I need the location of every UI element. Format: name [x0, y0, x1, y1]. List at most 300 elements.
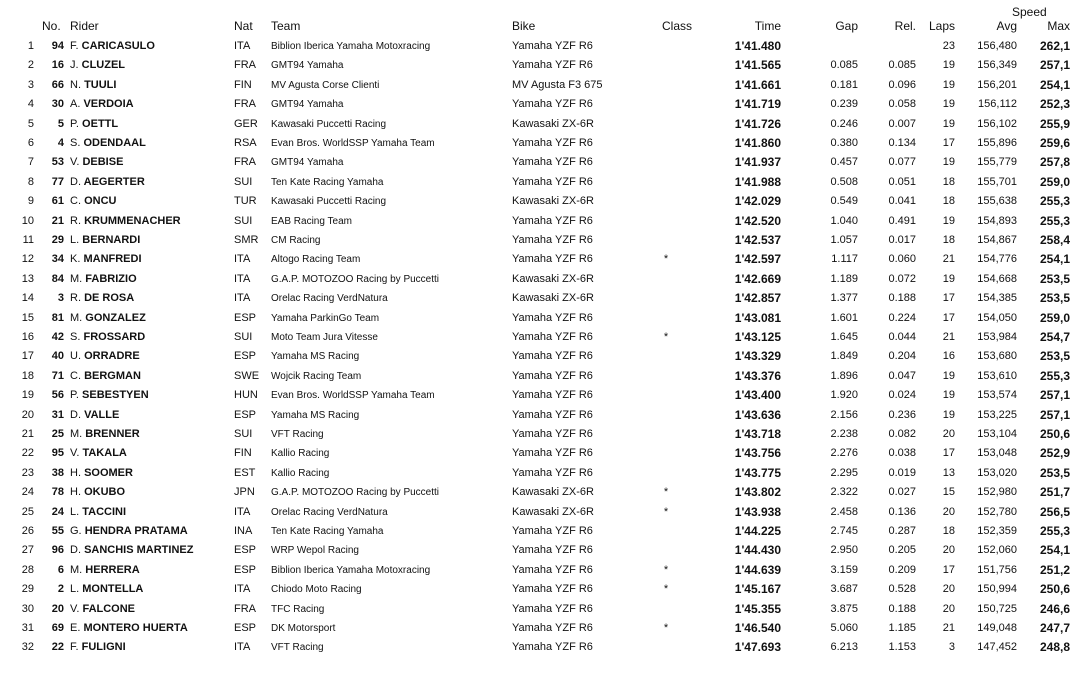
class-marker — [662, 347, 670, 366]
rider-name — [70, 522, 188, 541]
lap-count: 20 — [942, 602, 955, 615]
team-name: G.A.P. MOTOZOO Racing by Puccetti — [271, 273, 440, 285]
row-position: 19 — [21, 389, 34, 402]
rider-name — [70, 425, 140, 444]
avg-speed: 154,893 — [977, 214, 1017, 227]
lap-time: 1'44.639 — [734, 562, 781, 577]
table-row — [0, 522, 1080, 541]
team-name: MV Agusta Corse Clienti — [271, 79, 380, 91]
gap-to-previous: 0.188 — [888, 602, 916, 615]
rider-name — [70, 619, 188, 638]
class-marker — [662, 173, 670, 192]
max-speed: 262,1 — [1039, 39, 1070, 53]
bike-model: Yamaha YZF R6 — [512, 175, 593, 188]
nationality: SUI — [234, 175, 253, 188]
lap-time: 1'43.400 — [734, 388, 781, 403]
lap-time: 1'46.540 — [734, 621, 781, 635]
rider-surname: MONTERO HUERTA — [83, 622, 188, 634]
row-position: 1 — [27, 40, 34, 52]
lap-time: 1'47.693 — [734, 640, 781, 655]
team-name: Orelac Racing VerdNatura — [271, 506, 388, 518]
gap-to-previous: 0.027 — [888, 486, 916, 499]
rider-initial: S. — [70, 331, 81, 343]
rider-surname: FROSSARD — [83, 331, 146, 343]
avg-speed: 153,574 — [977, 389, 1017, 402]
header-no: No. — [42, 19, 61, 33]
rider-number: 42 — [51, 331, 64, 343]
rider-number: 81 — [51, 311, 64, 324]
gap-to-leader: 1.189 — [830, 272, 858, 285]
team-name: Kallio Racing — [271, 467, 330, 479]
avg-speed: 155,779 — [977, 156, 1017, 169]
max-speed: 258,4 — [1039, 233, 1070, 247]
gap-to-leader: 1.849 — [830, 350, 858, 363]
row-position: 9 — [27, 195, 34, 208]
nationality: SWE — [234, 369, 260, 382]
rider-initial: H. — [70, 486, 81, 499]
nationality: ITA — [234, 40, 251, 52]
bike-model: Yamaha YZF R6 — [512, 253, 593, 266]
table-row — [0, 503, 1080, 522]
rider-initial: F. — [70, 641, 79, 654]
rider-number: 25 — [51, 428, 64, 440]
max-speed: 255,3 — [1039, 524, 1070, 538]
rider-number: 22 — [51, 641, 64, 654]
table-row — [0, 406, 1080, 425]
lap-time: 1'42.537 — [734, 233, 781, 247]
team-name: GMT94 Yamaha — [271, 157, 344, 169]
rider-number: 6 — [57, 563, 64, 576]
nationality: ESP — [234, 544, 257, 557]
lap-time: 1'42.597 — [734, 252, 781, 267]
max-speed: 257,1 — [1039, 388, 1070, 403]
lap-count: 19 — [942, 59, 955, 72]
rider-surname: ONCU — [84, 195, 117, 208]
gap-to-leader: 0.508 — [830, 175, 858, 188]
bike-model: Yamaha YZF R6 — [512, 331, 593, 343]
class-marker — [662, 367, 670, 386]
lap-time: 1'45.167 — [734, 582, 781, 597]
table-row — [0, 289, 1080, 308]
nationality: ITA — [234, 641, 251, 654]
rider-surname: FULIGNI — [81, 641, 126, 654]
rider-name — [70, 173, 145, 192]
max-speed: 251,7 — [1039, 485, 1070, 500]
team-name: Ten Kate Racing Yamaha — [271, 526, 384, 537]
nationality: ITA — [234, 292, 251, 305]
gap-to-previous: 1.153 — [888, 641, 916, 654]
avg-speed: 156,349 — [977, 59, 1017, 72]
rider-initial: M. — [70, 311, 83, 324]
class-marker — [662, 600, 670, 619]
avg-speed: 154,867 — [977, 234, 1017, 246]
nationality: FRA — [234, 98, 256, 111]
rider-initial: R. — [70, 292, 81, 305]
rider-name — [70, 541, 193, 560]
rider-name — [70, 600, 135, 619]
gap-to-previous: 1.185 — [888, 622, 916, 634]
rider-initial: G. — [70, 525, 82, 537]
gap-to-previous: 0.188 — [888, 292, 916, 305]
team-name: GMT94 Yamaha — [271, 99, 344, 111]
nationality: ESP — [234, 350, 257, 363]
bike-model: Yamaha YZF R6 — [512, 466, 593, 479]
lap-count: 20 — [942, 544, 955, 557]
lap-count: 19 — [942, 214, 955, 227]
gap-to-previous: 0.209 — [888, 563, 916, 576]
lap-time: 1'41.988 — [734, 174, 781, 189]
class-marker — [662, 464, 670, 483]
row-position: 31 — [21, 622, 34, 634]
gap-to-leader: 1.920 — [830, 389, 858, 402]
gap-to-leader: 1.057 — [830, 234, 858, 246]
gap-to-previous: 0.019 — [888, 466, 916, 479]
table-row — [0, 309, 1080, 328]
gap-to-leader: 2.322 — [830, 486, 858, 499]
row-position: 4 — [27, 98, 34, 111]
rider-number: 38 — [51, 466, 64, 479]
nationality: FIN — [234, 78, 252, 91]
nationality: HUN — [234, 389, 258, 402]
gap-to-previous: 0.205 — [888, 544, 916, 557]
class-marker — [662, 289, 670, 308]
rider-surname: SANCHIS MARTINEZ — [84, 544, 194, 557]
lap-count: 17 — [942, 292, 955, 305]
rider-surname: DEBISE — [82, 156, 124, 169]
rider-number: 21 — [51, 214, 64, 227]
max-speed: 252,3 — [1039, 97, 1070, 112]
gap-to-previous: 0.085 — [888, 59, 916, 72]
rider-initial: D. — [70, 544, 81, 557]
rider-name — [70, 367, 141, 386]
rider-number: 34 — [51, 253, 64, 266]
table-row — [0, 367, 1080, 386]
bike-model: Yamaha YZF R6 — [512, 544, 593, 557]
gap-to-leader: 0.181 — [830, 78, 858, 91]
rider-initial: C. — [70, 369, 81, 382]
row-position: 12 — [21, 253, 34, 266]
row-position: 5 — [27, 117, 34, 130]
gap-to-leader: 2.745 — [830, 525, 858, 537]
max-speed: 253,5 — [1039, 465, 1070, 480]
lap-time: 1'41.565 — [734, 58, 781, 73]
max-speed: 257,1 — [1039, 58, 1070, 73]
rider-initial: U. — [70, 350, 81, 363]
table-row — [0, 153, 1080, 172]
team-name: Yamaha MS Racing — [271, 351, 360, 363]
lap-time: 1'43.081 — [734, 310, 781, 325]
rider-initial: H. — [70, 466, 81, 479]
lap-count: 13 — [942, 466, 955, 479]
class-marker — [662, 95, 670, 114]
header-laps: Laps — [928, 19, 955, 33]
lap-count: 17 — [942, 563, 955, 576]
nationality: GER — [234, 117, 258, 130]
class-marker — [662, 76, 670, 95]
rider-number: 3 — [57, 292, 64, 305]
max-speed: 254,1 — [1039, 252, 1070, 267]
lap-count: 17 — [942, 447, 955, 460]
lap-time: 1'43.329 — [734, 349, 781, 364]
lap-count: 19 — [942, 98, 955, 111]
bike-model: Yamaha YZF R6 — [512, 98, 593, 111]
rider-number: 78 — [51, 486, 64, 499]
team-name: Yamaha MS Racing — [271, 409, 360, 421]
max-speed: 253,5 — [1039, 349, 1070, 364]
avg-speed: 153,020 — [977, 466, 1017, 479]
rider-number: 20 — [51, 602, 64, 615]
rider-initial: A. — [70, 98, 81, 111]
avg-speed: 156,112 — [978, 98, 1017, 111]
avg-speed: 152,780 — [977, 505, 1017, 518]
team-name: TFC Racing — [271, 603, 325, 615]
rider-number: 69 — [51, 622, 64, 634]
avg-speed: 152,980 — [977, 486, 1017, 499]
row-position: 29 — [21, 583, 34, 596]
nationality: TUR — [234, 195, 257, 208]
rider-initial: P. — [70, 117, 79, 130]
gap-to-previous: 0.047 — [888, 369, 916, 382]
table-row — [0, 250, 1080, 269]
rider-surname: TACCINI — [82, 505, 127, 518]
gap-to-leader: 1.040 — [830, 214, 858, 227]
nationality: FIN — [234, 447, 252, 460]
table-row — [0, 541, 1080, 560]
team-name: Biblion Iberica Yamaha Motoxracing — [271, 564, 431, 576]
bike-model: Yamaha YZF R6 — [512, 40, 593, 52]
avg-speed: 154,776 — [977, 253, 1017, 266]
class-marker — [662, 309, 670, 328]
team-name: Kawasaki Puccetti Racing — [271, 118, 387, 130]
nationality: RSA — [234, 137, 257, 149]
gap-to-previous: 0.060 — [888, 253, 916, 266]
avg-speed: 153,225 — [977, 408, 1017, 421]
gap-to-previous: 0.007 — [888, 117, 916, 130]
lap-count: 17 — [942, 311, 955, 324]
lap-time: 1'41.719 — [734, 97, 781, 112]
team-name: Chiodo Moto Racing — [271, 584, 362, 596]
gap-to-previous: 0.041 — [888, 195, 916, 208]
class-marker — [662, 192, 670, 211]
rider-number: 56 — [51, 389, 64, 402]
rider-surname: SEBESTYEN — [82, 389, 149, 402]
bike-model: Yamaha YZF R6 — [512, 59, 593, 72]
avg-speed: 153,610 — [977, 369, 1017, 382]
rider-name — [70, 134, 146, 153]
avg-speed: 153,104 — [977, 428, 1017, 440]
class-marker: * — [663, 505, 669, 518]
gap-to-previous: 0.096 — [888, 78, 916, 91]
rider-surname: FABRIZIO — [85, 272, 137, 285]
rider-surname: VERDOIA — [83, 98, 134, 111]
team-name: Moto Team Jura Vitesse — [271, 332, 378, 343]
gap-to-leader: 1.377 — [830, 292, 858, 305]
max-speed: 259,0 — [1039, 174, 1070, 189]
lap-count: 20 — [942, 583, 955, 596]
row-position: 7 — [27, 156, 34, 169]
class-marker: * — [663, 486, 669, 499]
team-name: Orelac Racing VerdNatura — [271, 293, 388, 305]
header-nat: Nat — [234, 19, 253, 33]
avg-speed: 152,060 — [977, 544, 1017, 557]
row-position: 10 — [21, 214, 34, 227]
lap-time: 1'44.430 — [734, 543, 781, 558]
max-speed: 255,3 — [1039, 194, 1070, 209]
gap-to-previous: 0.077 — [888, 156, 916, 169]
gap-to-leader: 2.295 — [830, 466, 858, 479]
lap-count: 18 — [942, 525, 955, 537]
rider-initial: P. — [70, 389, 79, 402]
bike-model: Yamaha YZF R6 — [512, 156, 593, 169]
class-marker — [662, 425, 670, 444]
bike-model: Yamaha YZF R6 — [512, 563, 593, 576]
avg-speed: 154,668 — [977, 272, 1017, 285]
lap-time: 1'42.669 — [734, 271, 781, 286]
rider-initial: J. — [70, 59, 79, 72]
row-position: 18 — [21, 369, 34, 382]
header-bike: Bike — [512, 19, 536, 33]
rider-surname: AEGERTER — [83, 175, 145, 188]
max-speed: 257,1 — [1039, 407, 1070, 422]
lap-time: 1'43.636 — [734, 407, 781, 422]
row-position: 20 — [21, 408, 34, 421]
avg-speed: 155,701 — [977, 175, 1017, 188]
rider-initial: L. — [70, 505, 80, 518]
rider-number: 30 — [51, 98, 64, 111]
gap-to-previous: 0.528 — [888, 583, 916, 596]
class-marker — [662, 522, 670, 541]
gap-to-previous: 0.082 — [888, 428, 916, 440]
avg-speed: 153,680 — [977, 350, 1017, 363]
max-speed: 259,0 — [1039, 310, 1070, 325]
table-row — [0, 37, 1080, 56]
rider-surname: TAKALA — [82, 447, 127, 460]
lap-time: 1'43.802 — [734, 485, 781, 500]
max-speed: 257,8 — [1039, 155, 1070, 170]
rider-number: 55 — [51, 525, 64, 537]
table-row — [0, 619, 1080, 638]
rider-surname: GONZALEZ — [85, 311, 146, 324]
lap-time: 1'43.938 — [734, 504, 781, 519]
team-name: Evan Bros. WorldSSP Yamaha Team — [271, 390, 435, 402]
bike-model: Yamaha YZF R6 — [512, 214, 593, 227]
header-rel: Rel. — [894, 19, 916, 33]
gap-to-leader: 0.085 — [830, 59, 858, 72]
gap-to-leader: 6.213 — [830, 641, 858, 654]
gap-to-previous: 0.204 — [888, 350, 916, 363]
bike-model: Yamaha YZF R6 — [512, 350, 593, 363]
gap-to-previous: 0.224 — [888, 311, 916, 324]
class-marker: * — [663, 563, 669, 576]
rider-surname: OETTL — [82, 117, 119, 130]
rider-initial: D. — [70, 175, 81, 188]
lap-time: 1'41.661 — [734, 77, 781, 92]
bike-model: Yamaha YZF R6 — [512, 602, 593, 615]
table-row — [0, 134, 1080, 153]
gap-to-previous: 0.017 — [888, 234, 916, 246]
rider-number: 2 — [57, 583, 64, 596]
rider-surname: ODENDAAL — [83, 137, 146, 149]
row-position: 13 — [21, 272, 34, 285]
bike-model: Yamaha YZF R6 — [512, 369, 593, 382]
row-position: 14 — [21, 292, 34, 305]
rider-surname: FALCONE — [82, 602, 136, 615]
class-marker — [662, 541, 670, 560]
rider-name — [70, 289, 134, 308]
max-speed: 250,6 — [1039, 427, 1070, 441]
header-speed: Speed — [1012, 5, 1047, 19]
table-row — [0, 483, 1080, 502]
gap-to-leader: 1.601 — [830, 311, 858, 324]
lap-time: 1'43.376 — [734, 368, 781, 383]
avg-speed: 156,201 — [977, 78, 1017, 91]
gap-to-leader: 2.458 — [830, 505, 858, 518]
rider-number: 94 — [51, 40, 64, 52]
header-gap: Gap — [835, 19, 858, 33]
rider-surname: HENDRA PRATAMA — [84, 525, 188, 537]
lap-count: 19 — [942, 117, 955, 130]
rider-initial: V. — [70, 447, 80, 460]
gap-to-leader: 0.239 — [830, 98, 858, 111]
gap-to-leader: 1.645 — [830, 331, 858, 343]
max-speed: 253,5 — [1039, 291, 1070, 306]
class-marker — [662, 115, 670, 134]
gap-to-leader: 5.060 — [830, 622, 858, 634]
row-position: 16 — [21, 331, 34, 343]
nationality: JPN — [234, 486, 255, 499]
table-row — [0, 270, 1080, 289]
row-position: 21 — [21, 428, 34, 440]
max-speed: 254,1 — [1039, 77, 1070, 92]
rider-name — [70, 212, 181, 231]
avg-speed: 153,048 — [977, 447, 1017, 460]
class-marker — [662, 638, 670, 657]
rider-initial: V. — [70, 156, 80, 169]
lap-count: 19 — [942, 408, 955, 421]
table-row — [0, 56, 1080, 75]
rider-number: 84 — [51, 272, 64, 285]
avg-speed: 149,048 — [977, 622, 1017, 634]
nationality: FRA — [234, 602, 256, 615]
rider-name — [70, 192, 116, 211]
rider-number: 31 — [51, 408, 64, 421]
gap-to-leader: 3.687 — [830, 583, 858, 596]
row-position: 2 — [27, 59, 34, 72]
avg-speed: 153,984 — [977, 331, 1017, 343]
gap-to-leader: 0.380 — [830, 137, 858, 149]
row-position: 32 — [21, 641, 34, 654]
gap-to-leader: 2.950 — [830, 544, 858, 557]
rider-number: 5 — [57, 117, 64, 130]
table-row — [0, 76, 1080, 95]
rider-surname: OKUBO — [84, 486, 126, 499]
table-row — [0, 600, 1080, 619]
header-time: Time — [754, 19, 781, 33]
lap-time: 1'43.756 — [734, 446, 781, 461]
class-marker — [662, 37, 670, 56]
nationality: ITA — [234, 505, 251, 518]
rider-initial: L. — [70, 234, 80, 246]
rider-name — [70, 464, 133, 483]
row-position: 23 — [21, 466, 34, 479]
gap-to-leader — [800, 37, 858, 56]
table-row — [0, 444, 1080, 463]
lap-time: 1'43.775 — [734, 465, 781, 480]
lap-count: 21 — [942, 622, 955, 634]
rider-number: 29 — [51, 234, 64, 246]
row-position: 11 — [22, 234, 34, 246]
team-name: EAB Racing Team — [271, 215, 352, 227]
